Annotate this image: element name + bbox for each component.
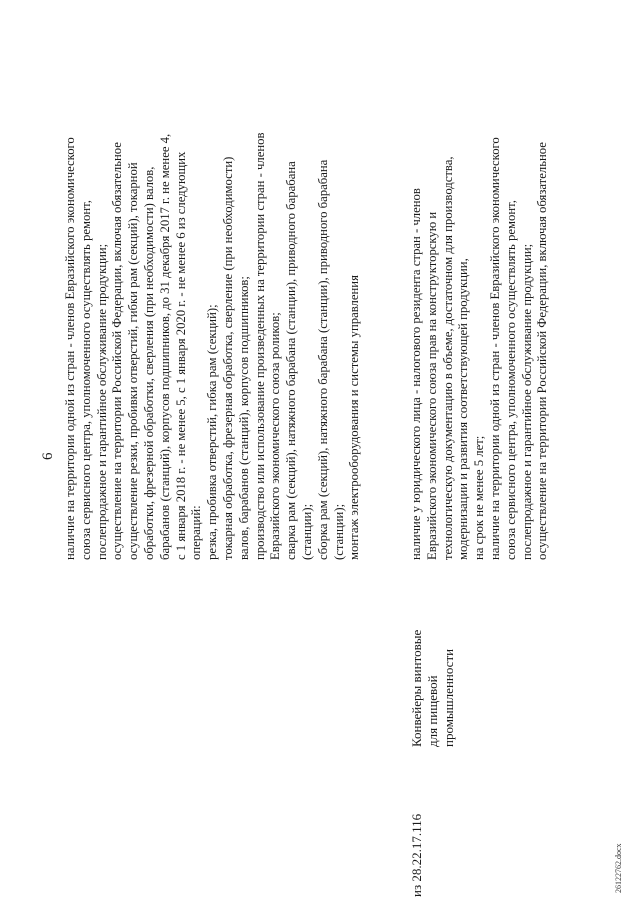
requirement-line: монтаж электрооборудования и системы управления: [347, 275, 362, 560]
requirement-line: наличие на территории одной из стран - членов Евразийского экономического: [63, 137, 77, 560]
requirement-line: барабанов (станций), корпусов подшипников, до 31 декабря 2017 г. не менее 4,: [157, 133, 172, 560]
footer-document-id: 26122762.docx: [614, 843, 623, 893]
requirement-line: сборка рам (секций), натяжного барабана (станции), приводного барабана: [315, 159, 330, 560]
requirement-line: послепродажное и гарантийное обслуживание продукции;: [519, 243, 534, 560]
requirement-line: производство или использование произведенных на территории стран - членов: [252, 132, 267, 560]
requirement-line: резка, пробивка отверстий, гибка рам (секций);: [205, 304, 220, 560]
requirement-line: послепродажное и гарантийное обслуживание продукции;: [94, 243, 109, 560]
requirement-line: с 1 января 2018 г. - не менее 5, с 1 января 2020 г. - не менее 6 из следующих: [173, 151, 188, 560]
requirement-line: осуществление на территории Российской Федерации, включая обязательное: [110, 142, 125, 560]
requirement-line: наличие у юридического лица - налогового резидента стран - членов: [409, 188, 423, 560]
product-name: [409, 630, 457, 747]
requirement-line: операций:: [189, 505, 204, 560]
requirement-line: валов, барабанов (станций), корпусов подшипников;: [236, 276, 251, 560]
product-name-line: промышленности: [441, 648, 456, 747]
requirement-line: (станции);: [331, 503, 346, 560]
requirement-line: осуществление на территории Российской Федерации, включая обязательное: [535, 142, 550, 560]
requirement-line: сварка рам (секций), натяжного барабана (станции), приводного барабана: [284, 161, 299, 560]
requirement-line: осуществление резки, пробивки отверстий, гибки рам (секций), токарной: [126, 162, 141, 560]
requirement-line: модернизации и развития соответствующей продукции,: [456, 258, 471, 560]
requirement-line: Евразийского экономического союза прав на конструкторскую и: [424, 211, 439, 560]
product-name-line: Конвейеры винтовые: [409, 629, 424, 747]
requirement-line: союза сервисного центра, уполномоченного осуществлять ремонт,: [503, 200, 518, 560]
requirement-line: (станции);: [299, 503, 314, 560]
requirement-line: технологическую документацию в объеме, достаточном для производства,: [440, 156, 455, 560]
requirement-line: токарная обработка, фрезерная обработка, сверление (при необходимости): [220, 156, 235, 560]
requirements-continued-block: [63, 133, 363, 560]
product-code: из 28.22.17.116: [409, 813, 424, 897]
requirement-line: союза сервисного центра, уполномоченного осуществлять ремонт,: [78, 200, 93, 560]
product-name-line: для пищевой: [425, 675, 440, 747]
requirement-line: Евразийского экономического союза роликов;: [268, 312, 283, 560]
page-number: 6: [40, 452, 56, 460]
requirement-line: наличие на территории одной из стран - членов Евразийского экономического: [487, 137, 502, 560]
requirement-line: на срок не менее 5 лет;: [472, 435, 487, 560]
requirements-block: [409, 137, 551, 560]
requirement-line: обработки, фрезерной обработки, сверления (при необходимости) валов,: [141, 166, 156, 560]
